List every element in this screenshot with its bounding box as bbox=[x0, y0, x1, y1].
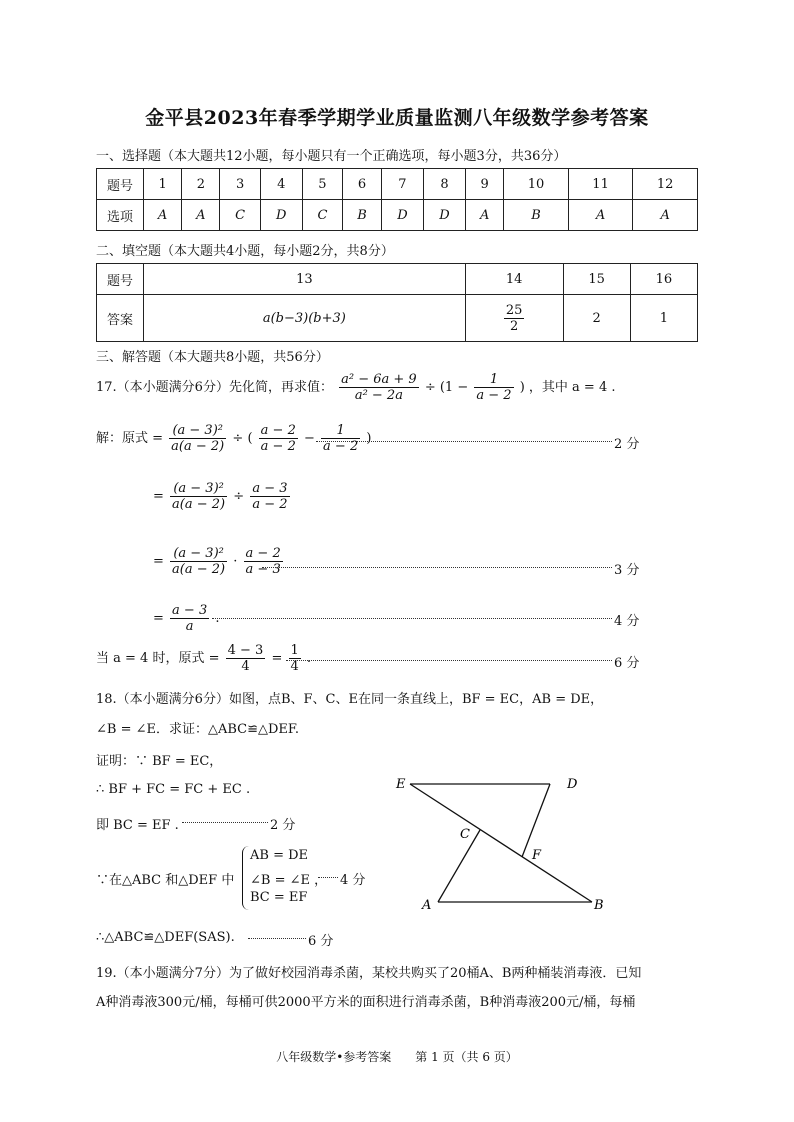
minus-sign: − bbox=[303, 431, 315, 446]
row-label: 答案 bbox=[97, 295, 144, 342]
score-label: 2 分 bbox=[614, 437, 640, 452]
number-cell: 1 bbox=[144, 169, 182, 200]
fraction bbox=[170, 546, 227, 577]
fraction-numerator: 1 bbox=[290, 643, 299, 658]
fraction bbox=[169, 423, 226, 454]
multiply-dot: · bbox=[233, 554, 238, 569]
fraction-numerator: 1 bbox=[474, 372, 513, 388]
fraction-denominator: a(a − 2) bbox=[172, 562, 226, 577]
equals-sign: = bbox=[153, 554, 164, 569]
point-label-D: D bbox=[567, 777, 578, 792]
answer-cell: D bbox=[423, 200, 465, 231]
point-label-B: B bbox=[594, 898, 604, 913]
fraction bbox=[170, 603, 209, 634]
fraction-numerator: a − 2 bbox=[260, 423, 296, 438]
answer-cell: A bbox=[633, 200, 698, 231]
fraction-numerator: a − 3 bbox=[172, 603, 208, 618]
fraction-denominator: 2 bbox=[510, 318, 519, 334]
fraction-numerator: a − 3 bbox=[252, 481, 288, 496]
answer-cell: A bbox=[568, 200, 633, 231]
q19-line2: A种消毒液300元/桶，每桶可供2000平方米的面积进行消毒杀菌，B种消毒液200元/桶，每桶 bbox=[96, 995, 636, 1010]
number-cell: 6 bbox=[343, 169, 382, 200]
q18-line2: ∠B = ∠E．求证：△ABC≌△DEF. bbox=[96, 722, 300, 737]
row-label: 题号 bbox=[97, 169, 144, 200]
fraction bbox=[474, 372, 513, 403]
answer-cell bbox=[465, 295, 563, 342]
condition-2: ∠B = ∠E ， bbox=[250, 873, 328, 888]
number-cell: 2 bbox=[182, 169, 220, 200]
fraction-denominator: a − 3 bbox=[245, 562, 281, 577]
fraction bbox=[504, 303, 525, 334]
section2-heading: 二、填空题（本大题共4小题，每小题2分，共8分） bbox=[96, 244, 394, 259]
geometry-figure bbox=[380, 770, 620, 920]
leader-dots bbox=[316, 441, 612, 442]
answer-cell: D bbox=[381, 200, 423, 231]
answer-cell: B bbox=[343, 200, 382, 231]
choice-answer-table bbox=[96, 168, 698, 231]
page-footer: 八年级数学•参考答案 第 1 页（共 6 页） bbox=[276, 1050, 518, 1064]
q19-line1: 19.（本小题满分7分）为了做好校园消毒杀菌，某校共购买了20桶A、B两种桶装消毒液．已知 bbox=[96, 966, 642, 981]
number-cell: 10 bbox=[504, 169, 569, 200]
paren-open: (1 − bbox=[439, 380, 469, 395]
leader-dots bbox=[286, 660, 612, 661]
q17-prefix: 17.（本小题满分6分）先化简，再求值： bbox=[96, 380, 333, 395]
fraction-numerator: 1 bbox=[321, 423, 360, 439]
number-cell: 13 bbox=[144, 264, 466, 295]
number-cell: 16 bbox=[630, 264, 697, 295]
q17-statement bbox=[96, 372, 616, 403]
answer-cell: B bbox=[504, 200, 569, 231]
fraction-denominator: a − 2 bbox=[323, 439, 359, 454]
fraction bbox=[339, 372, 419, 403]
leader-dots bbox=[318, 877, 338, 878]
fraction-numerator: 25 bbox=[505, 302, 523, 318]
fraction bbox=[170, 481, 227, 512]
number-cell: 14 bbox=[465, 264, 563, 295]
fraction-denominator: a − 2 bbox=[476, 388, 512, 403]
section3-heading: 三、解答题（本大题共8小题，共56分） bbox=[96, 350, 329, 365]
fraction bbox=[259, 423, 298, 454]
segment-DF bbox=[522, 784, 550, 857]
fraction-numerator: (a − 3)² bbox=[170, 546, 227, 562]
answer-cell: 2 bbox=[563, 295, 630, 342]
fraction-numerator: (a − 3)² bbox=[169, 423, 226, 439]
segment-AC bbox=[438, 830, 480, 902]
fraction-numerator: a² − 6a + 9 bbox=[341, 372, 417, 387]
point-label-F: F bbox=[532, 848, 542, 863]
leader-dots bbox=[248, 938, 306, 939]
row-label: 题号 bbox=[97, 264, 144, 295]
answer-cell: A bbox=[182, 200, 220, 231]
equals-sign: = bbox=[153, 489, 164, 504]
section1-heading: 一、选择题（本大题共12小题，每小题只有一个正确选项，每小题3分，共36分） bbox=[96, 149, 567, 164]
leader-dots bbox=[182, 822, 268, 823]
fraction bbox=[321, 423, 360, 454]
leader-dots bbox=[262, 567, 612, 568]
answer-cell: C bbox=[302, 200, 342, 231]
answer-cell: A bbox=[144, 200, 182, 231]
q18-proof-step5: ∴△ABC≌△DEF(SAS). bbox=[96, 930, 235, 945]
q17-step3 bbox=[153, 546, 285, 577]
fraction-denominator: a² − 2a bbox=[354, 388, 403, 403]
number-cell: 7 bbox=[381, 169, 423, 200]
fill-answer-row bbox=[97, 295, 698, 342]
brace bbox=[242, 846, 249, 910]
q18-line1: 18.（本小题满分6分）如图，点B、F、C、E在同一条直线上，BF = EC，AB = DE， bbox=[96, 692, 604, 707]
final-prefix: 当 a = 4 时，原式 = bbox=[96, 651, 220, 666]
number-cell: 11 bbox=[568, 169, 633, 200]
leader-dots bbox=[212, 618, 612, 619]
q17-step4 bbox=[153, 603, 220, 634]
fraction-numerator: 4 − 3 bbox=[227, 643, 264, 658]
number-cell: 5 bbox=[302, 169, 342, 200]
fraction bbox=[226, 643, 266, 674]
number-cell: 15 bbox=[563, 264, 630, 295]
number-cell: 9 bbox=[466, 169, 504, 200]
fraction-denominator: 4 bbox=[241, 659, 250, 674]
q17-final bbox=[96, 643, 311, 674]
number-cell: 12 bbox=[633, 169, 698, 200]
paren-close: ) bbox=[519, 380, 525, 395]
score-label: 2 分 bbox=[270, 818, 296, 833]
score-label: 6 分 bbox=[614, 656, 640, 671]
score-label: 4 分 bbox=[614, 614, 640, 629]
divide-sign: ÷ bbox=[233, 489, 245, 504]
fill-number-row bbox=[97, 264, 698, 295]
answer-cell: 1 bbox=[630, 295, 697, 342]
point-label-A: A bbox=[422, 898, 432, 913]
fraction bbox=[250, 481, 289, 512]
divide-sign: ÷ bbox=[232, 431, 244, 446]
point-label-E: E bbox=[396, 777, 406, 792]
fraction bbox=[244, 546, 283, 577]
condition-1: AB = DE bbox=[250, 848, 309, 863]
point-label-C: C bbox=[460, 827, 470, 842]
fraction bbox=[289, 643, 301, 674]
q17-step1 bbox=[96, 423, 371, 454]
answer-cell: D bbox=[260, 200, 302, 231]
q18-proof-step1: 证明：∵ BF = EC， bbox=[96, 754, 223, 769]
fraction-denominator: a − 2 bbox=[252, 497, 288, 512]
equals-sign: = bbox=[271, 651, 283, 666]
fill-answer-table bbox=[96, 263, 698, 342]
fraction-denominator: 4 bbox=[290, 659, 299, 674]
score-label: 6 分 bbox=[308, 934, 334, 949]
fraction-denominator: a − 2 bbox=[260, 439, 296, 454]
choice-number-row bbox=[97, 169, 698, 200]
row-label: 选项 bbox=[97, 200, 144, 231]
number-cell: 3 bbox=[220, 169, 260, 200]
solution-label: 解：原式 = bbox=[96, 431, 164, 446]
period: . bbox=[306, 651, 312, 666]
answer-cell: A bbox=[466, 200, 504, 231]
fraction-numerator: a − 2 bbox=[245, 546, 281, 561]
number-cell: 4 bbox=[260, 169, 302, 200]
number-cell: 8 bbox=[423, 169, 465, 200]
equals-sign: = bbox=[153, 611, 164, 626]
condition-3: BC = EF bbox=[250, 890, 308, 905]
q17-step2 bbox=[153, 481, 292, 512]
fraction-numerator: (a − 3)² bbox=[170, 481, 227, 497]
answer-cell: C bbox=[220, 200, 260, 231]
divide-sign: ÷ bbox=[424, 380, 436, 395]
score-label: 4 分 bbox=[340, 873, 366, 888]
q18-proof-step4: ∵在△ABC 和△DEF 中 bbox=[96, 873, 235, 888]
answer-cell: a(b−3)(b+3) bbox=[144, 295, 466, 342]
choice-answer-row bbox=[97, 200, 698, 231]
fraction-denominator: a(a − 2) bbox=[172, 497, 226, 512]
q17-suffix: ，其中 a = 4 . bbox=[528, 380, 616, 395]
fraction-denominator: a bbox=[185, 619, 194, 634]
q18-proof-step2: ∴ BF + FC = FC + EC . bbox=[96, 782, 251, 797]
page-title: 金平县2023年春季学期学业质量监测八年级数学参考答案 bbox=[145, 107, 649, 129]
period: . bbox=[215, 611, 220, 626]
score-label: 3 分 bbox=[614, 563, 640, 578]
paren-close: ) bbox=[366, 431, 372, 446]
paren-open: ( bbox=[247, 431, 253, 446]
fraction-denominator: a(a − 2) bbox=[171, 439, 225, 454]
segment-EB bbox=[410, 784, 592, 902]
q18-proof-step3: 即 BC = EF . bbox=[96, 818, 179, 833]
